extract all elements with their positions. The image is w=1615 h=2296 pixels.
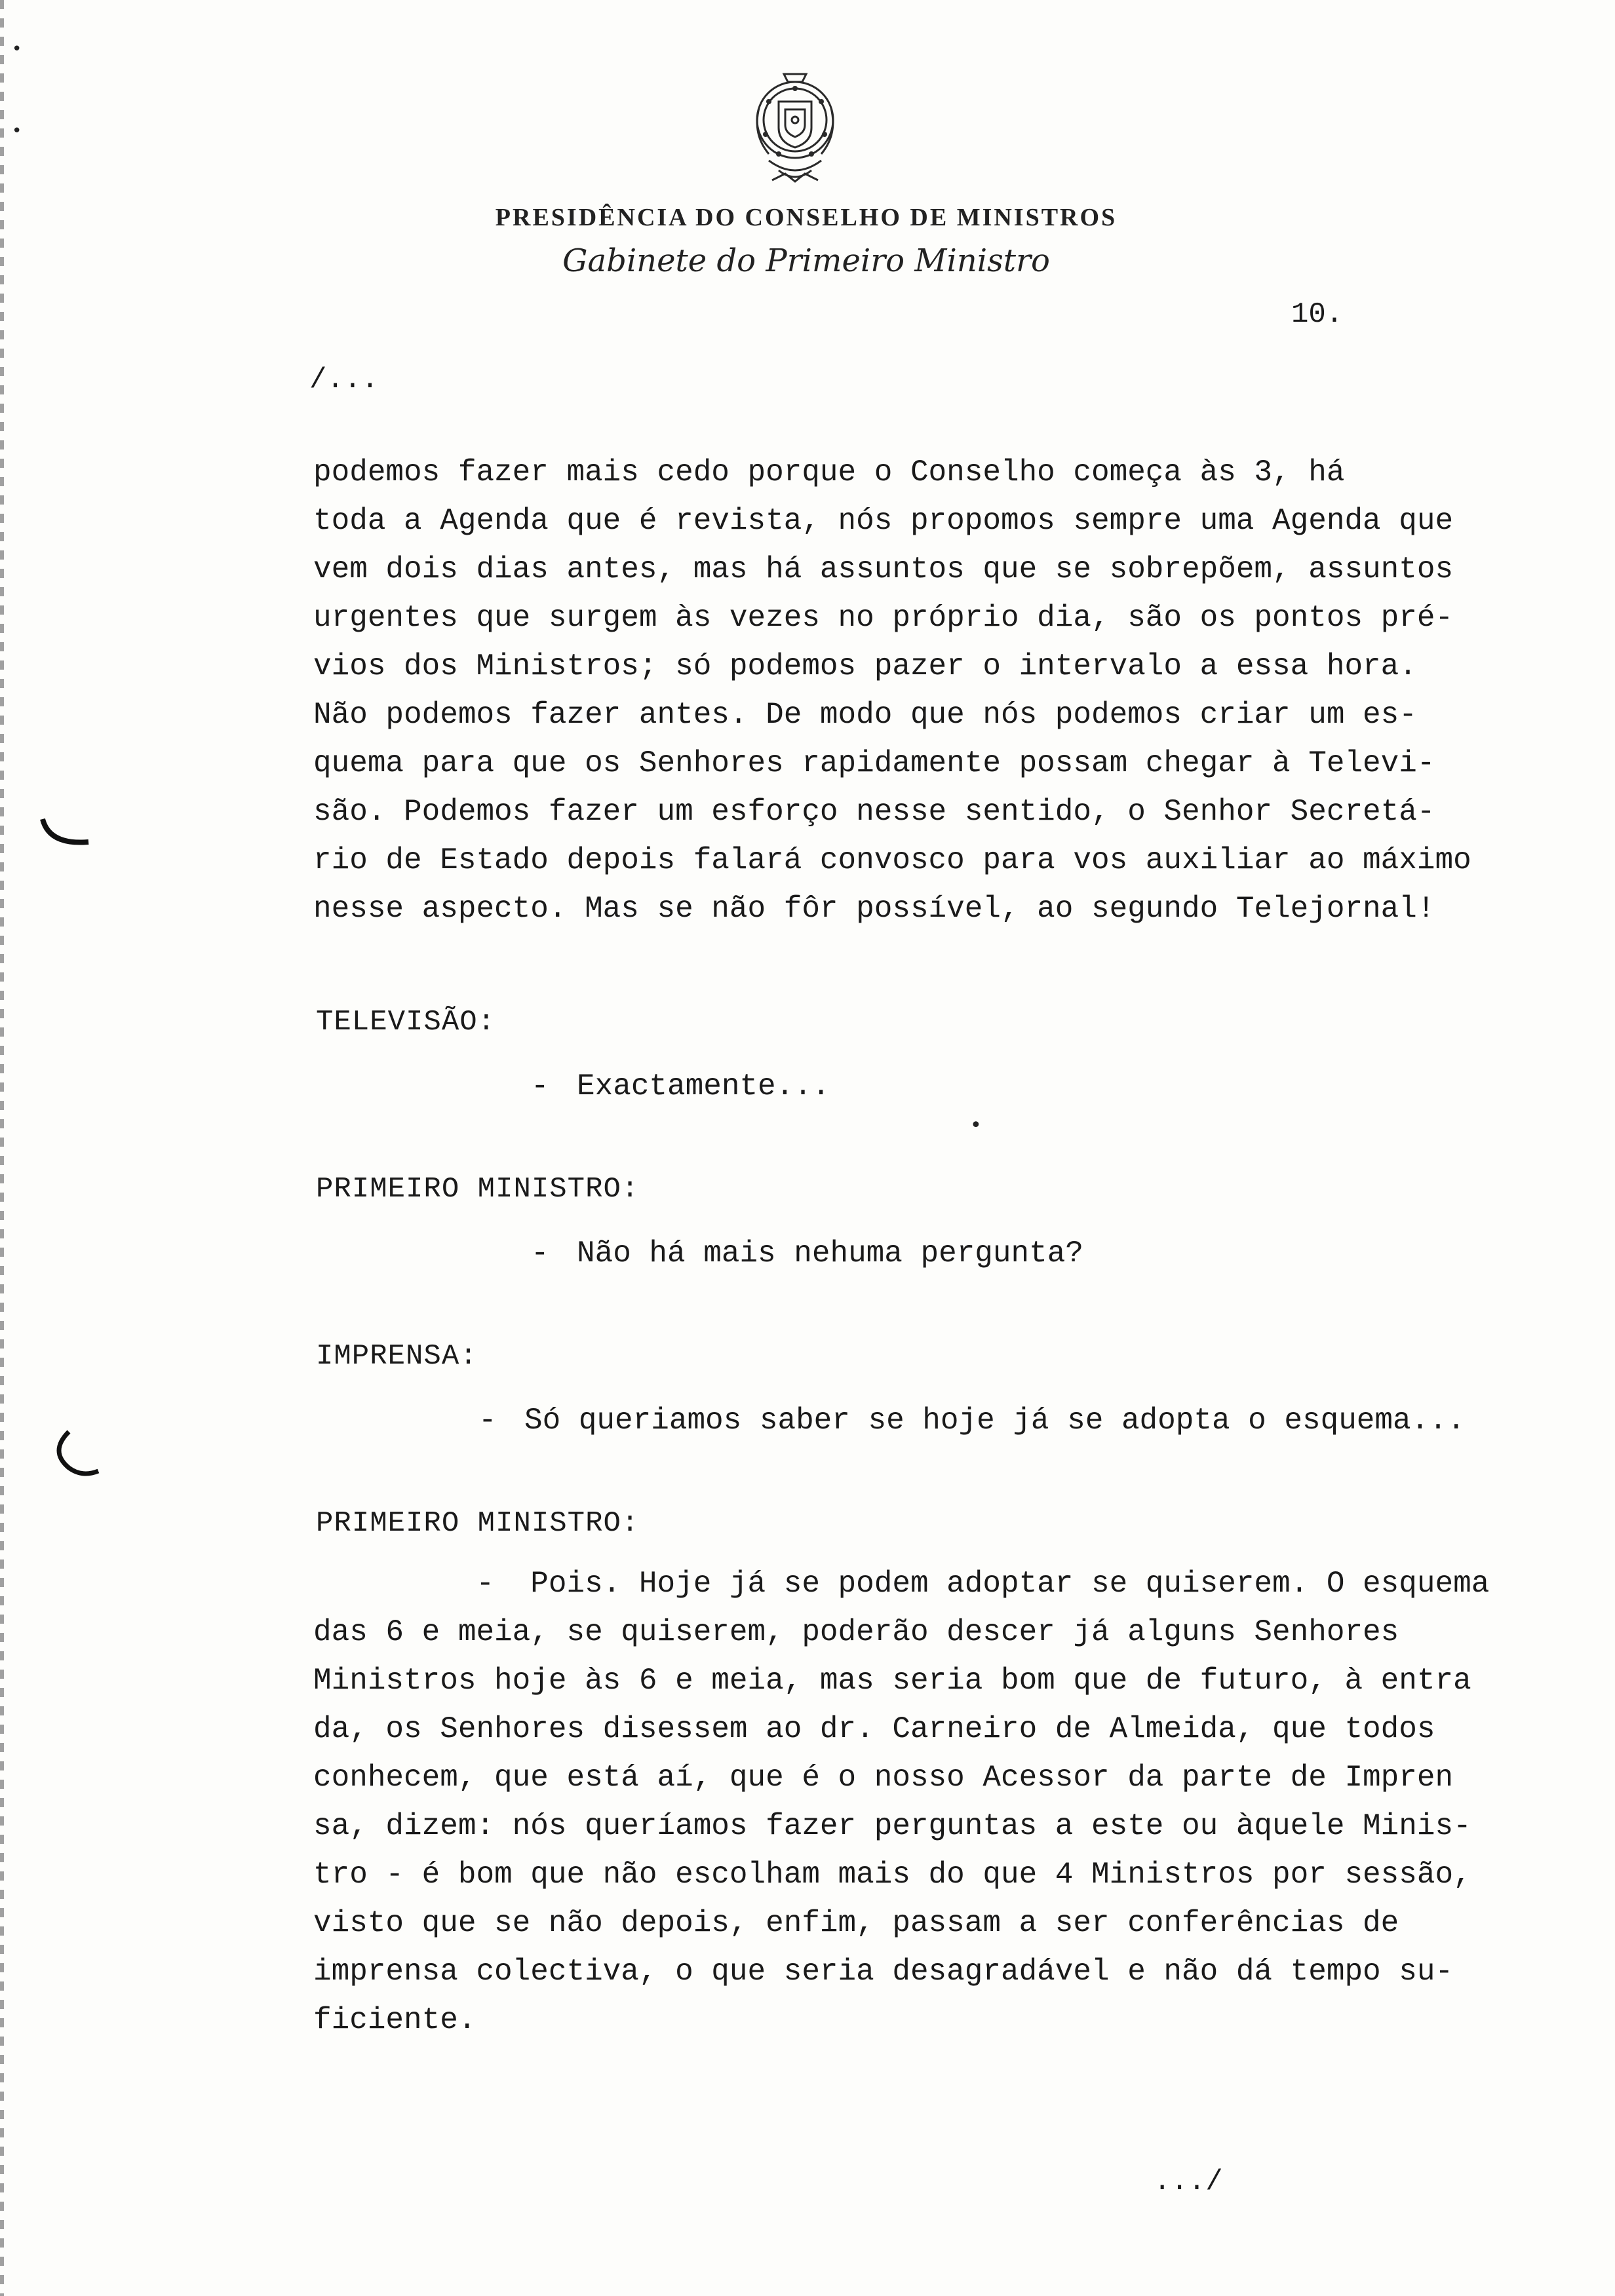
speech-text: Exactamente... bbox=[577, 1069, 830, 1103]
speaker-label: IMPRENSA: bbox=[316, 1340, 478, 1373]
speaker-label: PRIMEIRO MINISTRO: bbox=[316, 1507, 640, 1540]
speech-text: Não há mais nehuma pergunta? bbox=[577, 1236, 1083, 1271]
speech-line bbox=[531, 1069, 830, 1103]
page-number: 10. bbox=[1291, 298, 1344, 331]
office-subheader: Gabinete do Primeiro Ministro bbox=[562, 242, 1050, 279]
speech-dash: - bbox=[531, 1236, 549, 1271]
speech-dash: - bbox=[478, 1404, 497, 1438]
continuation-mark-bottom: .../ bbox=[1154, 2166, 1223, 2198]
closing-paragraph: - Pois. Hoje já se podem adoptar se quiserem. O esquema das 6 e meia, se quiserem, poderão descer já alguns Senhores Ministros hoje às 6 e meia, mas seria bom que de futuro, à entra da, os Senhores disessem ao dr. Carneiro de Almeida, que todos conhecem, que está aí, que é o nosso Acessor da parte de Impren sa, dizem: nós queríamos fazer perguntas a este ou àquele Minis- tro - é bom que não escolham mais do que 4 Ministros por sessão, visto que se não depois, enfim, passam a ser conferências de imprensa colectiva, o que seria desagradável e não dá tempo su- ficiente. bbox=[313, 1567, 1490, 2037]
binding-holes bbox=[0, 0, 4, 2296]
continuation-mark-top: /... bbox=[309, 364, 379, 396]
speaker-label: TELEVISÃO: bbox=[316, 1006, 496, 1039]
opening-paragraph: podemos fazer mais cedo porque o Conselho começa às 3, há toda a Agenda que é revista, nós propomos sempre uma Agenda que vem dois dias antes, mas há assuntos que se sobrepõem, assuntos urgentes que surgem às vezes no próprio dia, são os pontos pré- vios dos Ministros; só podemos pazer o intervalo a essa hora. Não podemos fazer antes. De modo que nós podemos criar um es- quema para que os Senhores rapidamente possam chegar à Televi- são. Podemos fazer um esforço nesse sentido, o Senhor Secretá- rio de Estado depois falará convosco para vos auxiliar ao máximo nesse aspecto. Mas se não fôr possível, ao segundo Telejornal! bbox=[313, 455, 1471, 926]
speech-line bbox=[531, 1236, 1083, 1271]
scan-speck: • bbox=[970, 1114, 982, 1137]
speaker-label: PRIMEIRO MINISTRO: bbox=[316, 1173, 640, 1206]
speech-line bbox=[478, 1404, 1465, 1438]
organization-header: PRESIDÊNCIA DO CONSELHO DE MINISTROS bbox=[495, 204, 1118, 231]
scan-speck: • bbox=[12, 39, 22, 59]
speech-text: Só queriamos saber se hoje já se adopta o esquema... bbox=[524, 1404, 1466, 1438]
margin-stroke bbox=[49, 1428, 108, 1481]
portuguese-coat-of-arms-icon bbox=[733, 62, 857, 193]
speech-dash: - bbox=[531, 1069, 549, 1103]
scan-speck: • bbox=[12, 121, 22, 141]
margin-stroke bbox=[36, 813, 95, 852]
